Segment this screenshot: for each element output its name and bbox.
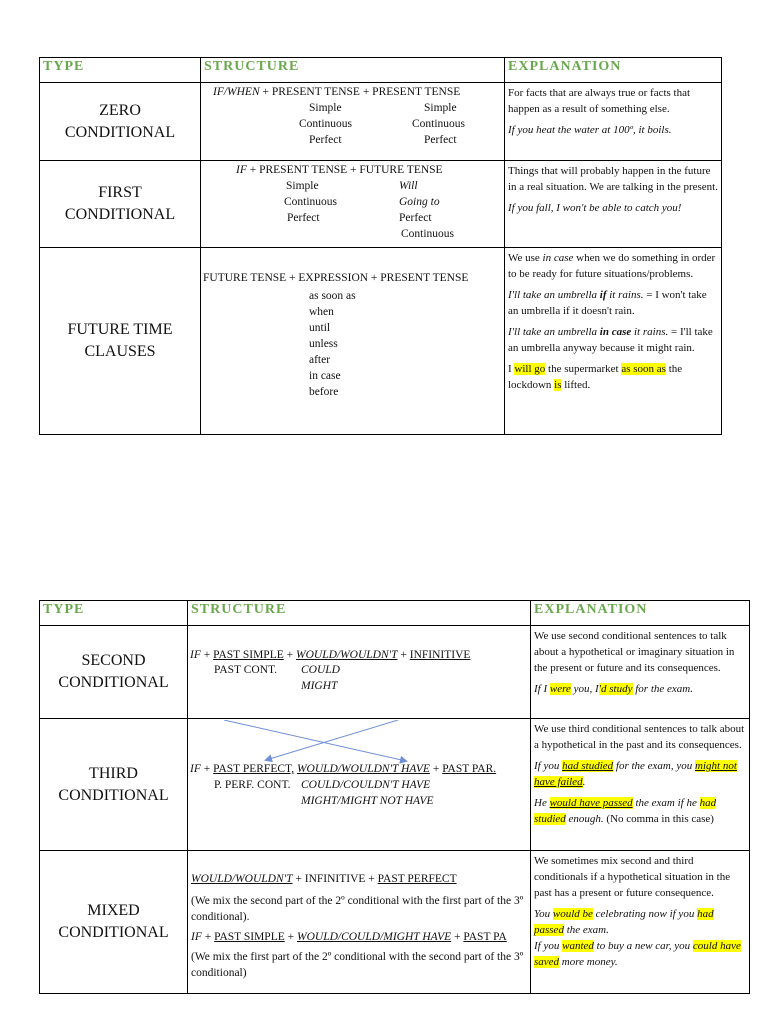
time-expression: until: [309, 322, 331, 334]
header-structure: STRUCTURE: [201, 58, 505, 83]
formula-if-when: IF/WHEN: [213, 86, 260, 98]
time-expression: after: [309, 354, 331, 366]
tense-forms-1: [284, 178, 337, 226]
explanation-text: We sometimes mix second and third conditionals if a hypothetical situation in the past has a present or future consequence.: [534, 855, 731, 899]
time-expression: when: [309, 306, 334, 318]
explanation-cell: [531, 719, 750, 851]
time-expression: in case: [309, 370, 341, 382]
type-label: CONDITIONAL: [58, 786, 169, 804]
tense-form: Perfect: [424, 134, 457, 146]
mixed-note-2: (We mix the first part of the 2º conditional with the second part of the 3º conditional): [191, 951, 524, 979]
might-have-modal: MIGHT/MIGHT NOT HAVE: [301, 795, 434, 807]
type-label: THIRD: [89, 764, 138, 782]
header-structure: STRUCTURE: [188, 601, 531, 626]
explanation-text: We use second conditional sentences to talk about a hypothetical or imaginary situation in the present or future and its consequences.: [534, 630, 735, 674]
row-future-time-clauses: [40, 248, 722, 435]
explanation-cell: [505, 248, 722, 435]
tense-form: Perfect: [399, 212, 432, 224]
structure-cell: [201, 161, 505, 248]
header-type: TYPE: [40, 58, 201, 83]
tense-forms-2: [412, 100, 465, 148]
formula: [213, 84, 460, 100]
structure-cell: [188, 851, 531, 994]
tense-forms-1: [299, 100, 352, 148]
type-label: FUTURE TIME: [67, 321, 173, 338]
explanation-text: We use in case when we do something in order to be ready for future situations/problems.: [508, 252, 716, 280]
tense-form: Perfect: [309, 134, 342, 146]
formula-if: IF: [236, 164, 247, 176]
conditionals-table-2: [39, 600, 750, 994]
type-label: MIXED: [87, 902, 140, 919]
tense-form: Continuous: [401, 228, 455, 240]
type-label: FIRST: [98, 184, 142, 201]
type-label: CONDITIONAL: [58, 674, 169, 691]
formula: FUTURE TENSE + EXPRESSION + PRESENT TENSE: [203, 272, 469, 284]
time-expression: before: [309, 386, 339, 398]
structure-cell: [201, 83, 505, 161]
mixed-formula-1: WOULD/WOULDN'T + INFINITIVE + PAST PERFECT: [191, 873, 457, 885]
tense-forms-2: [399, 178, 454, 242]
type-cell: [40, 719, 188, 851]
explanation-cell: [505, 161, 722, 248]
type-label: CONDITIONAL: [64, 206, 176, 223]
explanation-text: Things that will probably happen in the future in a real situation. We are talking in the present.: [508, 165, 718, 193]
arrow-down-left: [266, 720, 398, 760]
formula-rest: + PRESENT TENSE + FUTURE TENSE: [246, 164, 443, 176]
type-cell: [40, 851, 188, 994]
tense-form: Continuous: [299, 118, 353, 130]
header-explanation: EXPLANATION: [505, 58, 722, 83]
example-sentence: I will go the supermarket as soon as the lockdown is lifted.: [508, 363, 683, 391]
example-sentence: You would be celebrating now if you had passed the exam.: [534, 908, 714, 936]
table-header-row: [40, 601, 750, 626]
could-modal: COULD: [301, 664, 340, 676]
type-label: ZERO: [99, 101, 141, 119]
could-have-modal: COULD/COULDN'T HAVE: [301, 779, 431, 791]
type-label: CONDITIONAL: [58, 924, 169, 941]
time-expression: as soon as: [309, 290, 356, 302]
structure-cell: [188, 626, 531, 719]
mixed-formula-2: IF + PAST SIMPLE + WOULD/COULD/MIGHT HAVE + PAST PA: [191, 931, 507, 943]
type-label: SECOND: [81, 652, 146, 669]
row-zero-conditional: [40, 83, 722, 161]
tense-form: Perfect: [287, 212, 320, 224]
time-expression: unless: [309, 338, 338, 350]
tense-form: Simple: [286, 180, 319, 192]
explanation-text: We use third conditional sentences to talk about a hypothetical in the past and its consequences.: [534, 723, 745, 751]
example-sentence: If you wanted to buy a new car, you could have saved more money.: [534, 940, 741, 968]
formula-rest: + PRESENT TENSE + PRESENT TENSE: [259, 86, 461, 98]
tense-form: Continuous: [412, 118, 466, 130]
example-sentence: He would have passed the exam if he had studied enough. (No comma in this case): [534, 797, 717, 825]
type-cell: [40, 161, 201, 248]
type-cell: [40, 626, 188, 719]
might-modal: MIGHT: [301, 680, 338, 692]
crossing-arrows: [188, 720, 418, 765]
structure-cell: [201, 248, 505, 435]
explanation-cell: [505, 83, 722, 161]
example-sentence: If I were you, I'd study for the exam.: [534, 683, 693, 695]
row-mixed-conditional: [40, 851, 750, 994]
example-sentence: I'll take an umbrella if it rains. = I won't take an umbrella if it doesn't rain.: [508, 289, 707, 317]
formula: [236, 162, 443, 178]
past-perfect-continuous: P. PERF. CONT.: [214, 779, 291, 791]
example-sentence: I'll take an umbrella in case it rains. = I'll take an umbrella anyway because it might rain.: [508, 326, 713, 354]
time-expressions: [309, 288, 356, 400]
tense-form: Simple: [424, 102, 457, 114]
header-explanation: EXPLANATION: [531, 601, 750, 626]
formula: IF + PAST SIMPLE + WOULD/WOULDN'T + INFINITIVE: [190, 649, 471, 661]
tense-form: Going to: [399, 196, 440, 208]
row-second-conditional: [40, 626, 750, 719]
type-label: CLAUSES: [84, 343, 156, 360]
conditionals-table-1: [39, 57, 722, 435]
past-continuous: PAST CONT.: [214, 664, 278, 676]
explanation-cell: [531, 851, 750, 994]
row-first-conditional: [40, 161, 722, 248]
tense-form: Continuous: [284, 196, 338, 208]
type-cell: [40, 83, 201, 161]
formula: IF + PAST PERFECT, WOULD/WOULDN'T HAVE + PAST PAR.: [190, 763, 497, 775]
tense-form: Will: [399, 180, 418, 192]
explanation-text: For facts that are always true or facts that happen as a result of something else.: [508, 87, 691, 115]
tense-form: Simple: [309, 102, 342, 114]
explanation-cell: [531, 626, 750, 719]
example-sentence: If you had studied for the exam, you might not have failed.: [534, 760, 737, 788]
example-sentence: If you heat the water at 100º, it boils.: [508, 124, 672, 136]
type-label: CONDITIONAL: [64, 123, 176, 141]
header-type: TYPE: [40, 601, 188, 626]
example-sentence: If you fall, I won't be able to catch you!: [508, 202, 682, 214]
table-header-row: [40, 58, 722, 83]
mixed-note-1: (We mix the second part of the 2º conditional with the first part of the 3º conditional).: [191, 895, 524, 923]
type-cell: [40, 248, 201, 435]
